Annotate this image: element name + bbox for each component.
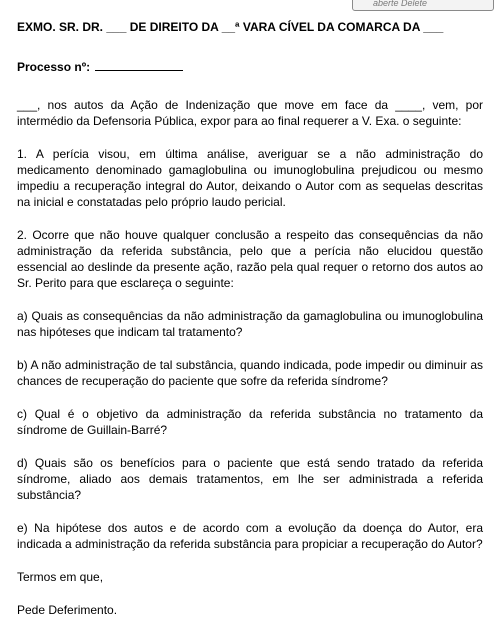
item-2-paragraph: 2. Ocorre que não houve qualquer conclusão a respeito das consequências da não administração da referida substância, pelo que a perícia não elucidou questão essencial ao deslinde da presente ação, razão pela qual requer o retorno dos autos ao Sr. Perito para que esclareça o seguinte: bbox=[17, 228, 483, 290]
top-tab[interactable] bbox=[352, 0, 494, 11]
intro-paragraph: ___, nos autos da Ação de Indenização que move em face da ____, vem, por intermédio da Defensoria Pública, expor para ao final requerer a V. Exa. o seguinte: bbox=[17, 98, 483, 128]
closing-line-1: Termos em que, bbox=[17, 570, 104, 584]
question-d: d) Quais são os benefícios para o paciente que está sendo tratado da referida síndrome, aliado aos demais tratamentos, em lhe ser administrada a referida substância? bbox=[17, 456, 483, 502]
question-e: e) Na hipótese dos autos e de acordo com a evolução da doença do Autor, era indicada a administração da referida substância para propiciar a recuperação do Autor? bbox=[17, 521, 483, 551]
question-a: a) Quais as consequências da não administração da gamaglobulina ou imunoglobulina nas hipóteses que indicam tal tratamento? bbox=[17, 309, 483, 339]
document-header: EXMO. SR. DR. ___ DE DIREITO DA __ª VARA CÍVEL DA COMARCA DA ___ bbox=[17, 20, 444, 34]
top-tab-label: aberte Delete bbox=[373, 0, 428, 8]
document-body bbox=[17, 19, 483, 618]
processo-label: Processo nº: bbox=[17, 60, 91, 74]
processo-line bbox=[17, 59, 483, 75]
question-b: b) A não administração de tal substância, quando indicada, pode impedir ou diminuir as chances de recuperação do paciente que sofre da referida síndrome? bbox=[17, 358, 483, 388]
item-1-paragraph: 1. A perícia visou, em última análise, averiguar se a não administração do medicamento denominado gamaglobulina ou imunoglobulina prejudicou ou mesmo impediu a recuperação integral do Autor, deixando o Autor com as sequelas descritas na inicial e constatadas pelo próprio laudo pericial. bbox=[17, 147, 483, 209]
closing-line-2: Pede Deferimento. bbox=[17, 603, 118, 617]
processo-blank bbox=[95, 59, 183, 71]
question-c: c) Qual é o objetivo da administração da referida substância no tratamento da síndrome de Guillain-Barré? bbox=[17, 407, 483, 437]
